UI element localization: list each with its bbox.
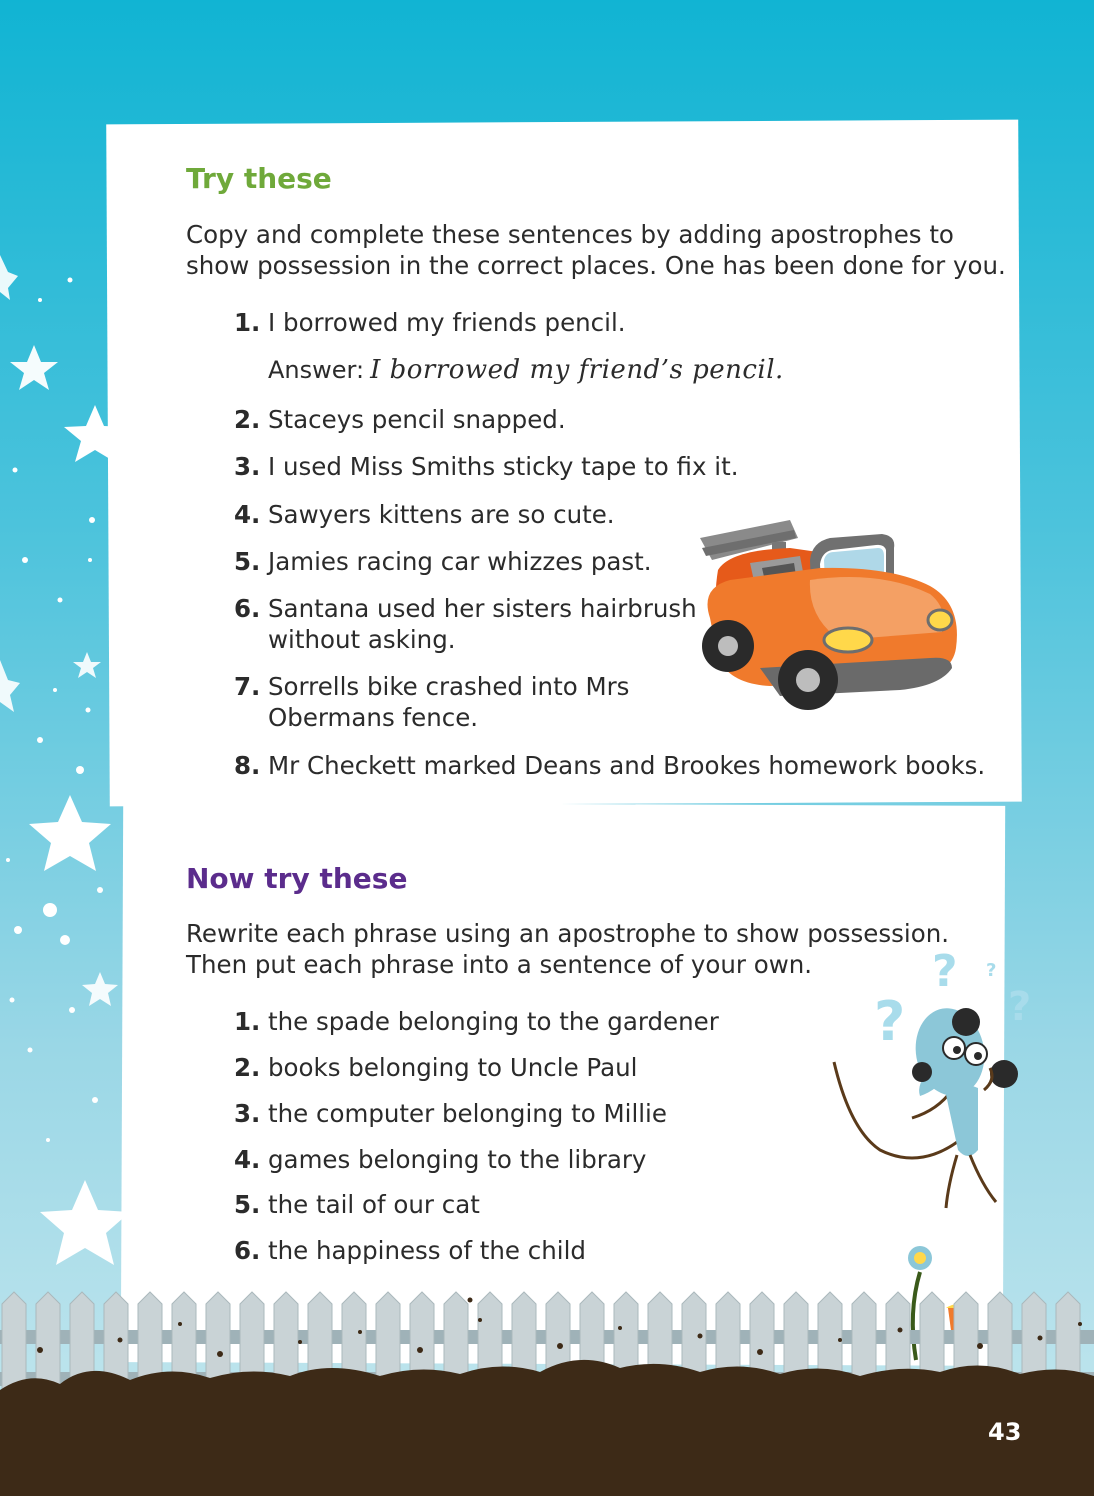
question-mark-icon: ?	[874, 990, 906, 1053]
item-text: the tail of our cat	[268, 1190, 480, 1219]
item-number: 2.	[234, 405, 261, 434]
item-number: 1.	[234, 1007, 261, 1036]
example-answer	[268, 355, 784, 385]
list-item	[234, 593, 697, 655]
item-text: the happiness of the child	[268, 1236, 586, 1265]
list-item	[234, 1144, 646, 1175]
toy-car-icon	[690, 508, 970, 718]
item-number: 6.	[234, 594, 261, 623]
list-item	[234, 546, 652, 577]
now-try-these-instructions: Rewrite each phrase using an apostrophe to show possession. Then put each phrase into a sentence of your own.	[186, 919, 950, 979]
page-number: 43	[988, 1418, 1022, 1446]
item-text: I used Miss Smiths sticky tape to fix it.	[268, 452, 739, 481]
item-text: games belonging to the library	[268, 1145, 647, 1174]
item-text: books belonging to Uncle Paul	[268, 1053, 638, 1082]
star-icon	[40, 1180, 130, 1265]
item-text: the spade belonging to the gardener	[268, 1007, 719, 1036]
picket-fence	[0, 1280, 1094, 1496]
item-number: 3.	[234, 452, 261, 481]
item-text: Jamies racing car whizzes past.	[268, 547, 652, 576]
list-item	[234, 1006, 719, 1037]
list-item	[234, 307, 626, 338]
list-item	[234, 1235, 586, 1266]
item-text: Sorrells bike crashed into Mrs	[268, 672, 630, 701]
item-number: 4.	[234, 500, 261, 529]
item-number: 6.	[234, 1236, 261, 1265]
item-text: Mr Checkett marked Deans and Brookes homework books.	[268, 751, 986, 780]
answer-label: Answer:	[268, 356, 365, 384]
item-text: the computer belonging to Millie	[268, 1099, 667, 1128]
question-mark-icon: ?	[932, 946, 958, 997]
list-item	[234, 404, 566, 435]
item-text: Sawyers kittens are so cute.	[268, 500, 615, 529]
list-item	[234, 451, 738, 482]
list-item	[234, 750, 985, 781]
list-item	[234, 671, 629, 733]
list-item	[234, 1052, 637, 1083]
item-text: Staceys pencil snapped.	[268, 405, 566, 434]
question-mark-icon: ?	[986, 960, 997, 981]
list-item	[234, 1189, 480, 1220]
try-these-heading: Try these	[186, 162, 332, 195]
question-mark-icon: ?	[1008, 984, 1032, 1030]
answer-handwriting: I borrowed my friend’s pencil.	[370, 355, 784, 385]
star-icon	[82, 972, 118, 1006]
now-try-these-heading: Now try these	[186, 862, 408, 895]
item-text-continued: without asking.	[268, 625, 456, 654]
try-these-instructions: Copy and complete these sentences by adding apostrophes to show possession in the correct places. One has been done for you.	[186, 220, 1006, 280]
star-icon	[29, 795, 111, 871]
star-icon	[0, 255, 18, 300]
item-text-continued: Obermans fence.	[268, 703, 479, 732]
list-item	[234, 1098, 667, 1129]
star-icon	[73, 652, 101, 678]
item-number: 5.	[234, 547, 261, 576]
item-number: 3.	[234, 1099, 261, 1128]
item-number: 2.	[234, 1053, 261, 1082]
item-number: 8.	[234, 751, 261, 780]
list-item	[234, 499, 615, 530]
item-text: Santana used her sisters hairbrush	[268, 594, 697, 623]
star-icon	[0, 660, 20, 712]
item-number: 4.	[234, 1145, 261, 1174]
item-number: 7.	[234, 672, 261, 701]
item-text: I borrowed my friends pencil.	[268, 308, 626, 337]
item-number: 5.	[234, 1190, 261, 1219]
item-number: 1.	[234, 308, 261, 337]
star-icon	[10, 345, 58, 390]
